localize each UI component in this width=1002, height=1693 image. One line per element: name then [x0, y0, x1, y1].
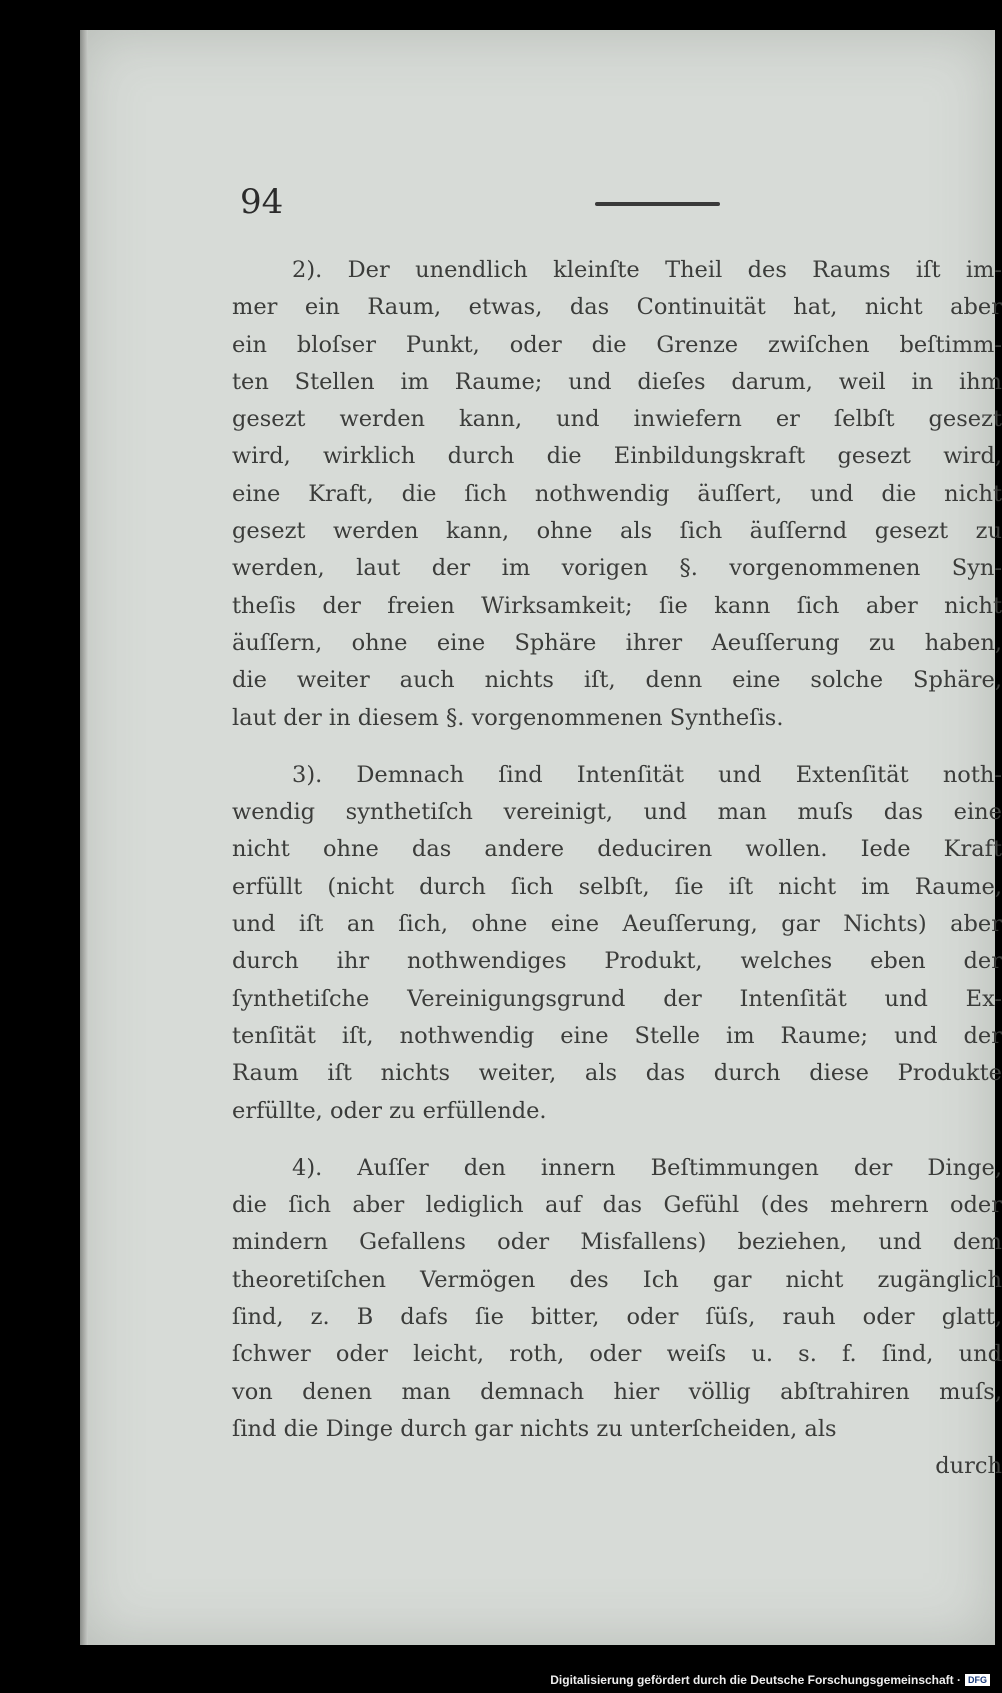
text-line: gesezt werden kann, und inwiefern er ſelbſt gesezt — [232, 406, 1002, 433]
digitization-credit — [550, 1673, 990, 1687]
text-line: mer ein Raum, etwas, das Continuität hat, nicht aber — [232, 294, 1002, 321]
body-text — [232, 252, 1002, 1486]
catchword: durch — [935, 1453, 1002, 1480]
text-line: ſind die Dinge durch gar nichts zu unterſcheiden, als — [232, 1415, 837, 1442]
text-line: ſind, z. B dafs ſie bitter, oder ſüſs, rauh oder glatt, — [232, 1304, 1002, 1331]
page-binding-edge — [80, 30, 88, 1645]
credit-text: Digitalisierung gefördert durch die Deutsche Forschungsgemeinschaft · — [550, 1673, 961, 1687]
dfg-logo: DFG — [965, 1674, 990, 1686]
text-line: erfüllt (nicht durch ſich selbſt, ſie iſt nicht im Raume, — [232, 873, 1002, 900]
text-line: äuſſern, ohne eine Sphäre ihrer Aeuſſerung zu haben, — [232, 629, 1002, 656]
text-line: erfüllte, oder zu erfüllende. — [232, 1097, 547, 1124]
text-line: 3). Demnach ſind Intenſität und Extenſität noth- — [292, 761, 1002, 788]
text-line: laut der in diesem §. vorgenommenen Syntheſis. — [232, 704, 784, 731]
text-line: die weiter auch nichts iſt, denn eine solche Sphäre, — [232, 667, 1002, 694]
text-line: tenſität iſt, nothwendig eine Stelle im Raume; und der — [232, 1022, 1002, 1049]
text-line: ein bloſser Punkt, oder die Grenze zwiſchen beſtimm- — [232, 331, 1002, 358]
page-number: 94 — [240, 182, 284, 222]
text-line: ten Stellen im Raume; und dieſes darum, weil in ihm — [232, 368, 1002, 395]
text-line: theoretiſchen Vermögen des Ich gar nicht zugänglich — [232, 1266, 1002, 1293]
text-line: Raum iſt nichts weiter, als das durch diese Produkte — [232, 1060, 1002, 1087]
text-line: werden, laut der im vorigen §. vorgenommenen Syn- — [232, 555, 1002, 582]
text-line: 2). Der unendlich kleinſte Theil des Raums iſt im- — [292, 257, 1002, 283]
text-line: wendig synthetiſch vereinigt, und man muſs das eine — [232, 799, 1002, 826]
paragraph-gap — [232, 1130, 1002, 1150]
text-line: gesezt werden kann, ohne als ſich äuſſernd gesezt zu — [232, 518, 1002, 545]
text-line: von denen man demnach hier völlig abſtrahiren muſs, — [232, 1378, 1002, 1405]
text-line: nicht ohne das andere deduciren wollen. Iede Kraft — [232, 836, 1002, 863]
header-rule — [595, 202, 720, 206]
text-line: 4). Auſſer den innern Beſtimmungen der Dinge, — [292, 1154, 1002, 1181]
paragraph-gap — [232, 737, 1002, 757]
text-line: eine Kraft, die ſich nothwendig äuſſert, und die nicht — [232, 480, 1002, 507]
text-line: durch ihr nothwendiges Produkt, welches eben der — [232, 948, 1002, 975]
text-line: ſynthetiſche Vereinigungsgrund der Intenſität und Ex- — [232, 985, 1002, 1012]
text-line: theſis der freien Wirksamkeit; ſie kann ſich aber nicht — [232, 592, 1002, 619]
text-line: wird, wirklich durch die Einbildungskraft gesezt wird, — [232, 443, 1002, 470]
book-page — [80, 30, 1002, 1645]
text-line: und iſt an ſich, ohne eine Aeuſſerung, gar Nichts) aber — [232, 911, 1002, 938]
text-line: ſchwer oder leicht, roth, oder weiſs u. s. f. ſind, und — [232, 1341, 1002, 1368]
text-line: mindern Gefallens oder Misfallens) beziehen, und dem — [232, 1229, 1002, 1256]
text-line: die ſich aber lediglich auf das Gefühl (des mehrern oder — [232, 1192, 1002, 1219]
